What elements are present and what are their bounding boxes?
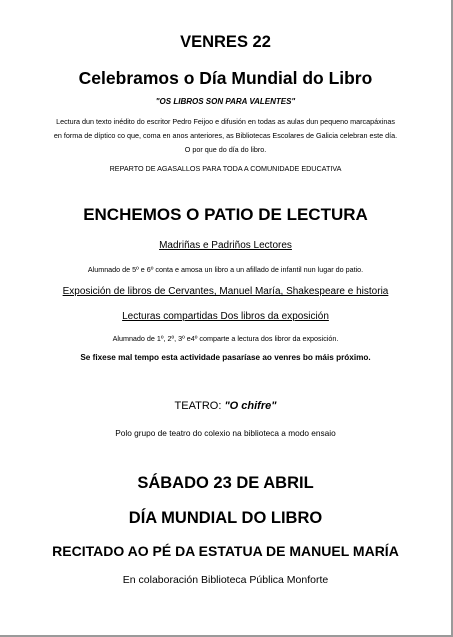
theatre-label: TEATRO: — [174, 400, 225, 412]
patio-heading: ENCHEMOS O PATIO DE LECTURA — [83, 205, 368, 224]
celebration-title: Celebramos o Día Mundial do Libro — [78, 68, 373, 88]
gifts-note: REPARTO DE AGASALLOS PARA TODA A COMUNIDADE EDUCATIVA — [109, 164, 342, 173]
description-line-3: O por que do día do libro. — [184, 145, 267, 154]
shared-readings-title: Lecturas compartidas Dos libros da exposición — [122, 311, 329, 322]
theatre-text: Polo grupo de teatro do colexio na biblioteca a modo ensaio — [115, 428, 336, 438]
theatre-line — [0, 400, 451, 412]
saturday-title: DÍA MUNDIAL DO LIBRO — [128, 509, 323, 527]
description-line-2: en forma de díptico co que, coma en anos anteriores, as Bibliotecas Escolares de Galicia celebran este día. — [53, 131, 398, 140]
exhibition-title: Exposición de libros de Cervantes, Manuel María, Shakespeare e historia — [62, 286, 389, 297]
friday-heading: VENRES 22 — [180, 33, 271, 51]
collaboration-note: En colaboración Biblioteca Pública Monforte — [122, 574, 329, 586]
theatre-play: "O chifre" — [224, 400, 277, 412]
saturday-date: SÁBADO 23 DE ABRIL — [137, 474, 314, 492]
slogan: "OS LIBROS SON PARA VALENTES" — [155, 97, 296, 106]
mentors-title: Madriñas e Padriños Lectores — [159, 240, 292, 251]
mentors-text: Alumnado de 5º e 6º conta e amosa un libro a un afillado de infantil nun lugar do patio. — [87, 265, 364, 274]
description-line-1: Lectura dun texto inédito do escritor Pedro Feijoo e difusión en todas as aulas dun pequeno marcapáxinas — [56, 117, 395, 126]
weather-note: Se fixese mal tempo esta actividade pasaríase ao venres bo máis próximo. — [80, 353, 371, 362]
shared-readings-text: Alumnado de 1º, 2º, 3º e4º comparte a lectura dos libror da exposición. — [112, 334, 339, 343]
recital-heading: RECITADO AO PÉ DA ESTATUA DE MANUEL MARÍA — [52, 543, 399, 559]
